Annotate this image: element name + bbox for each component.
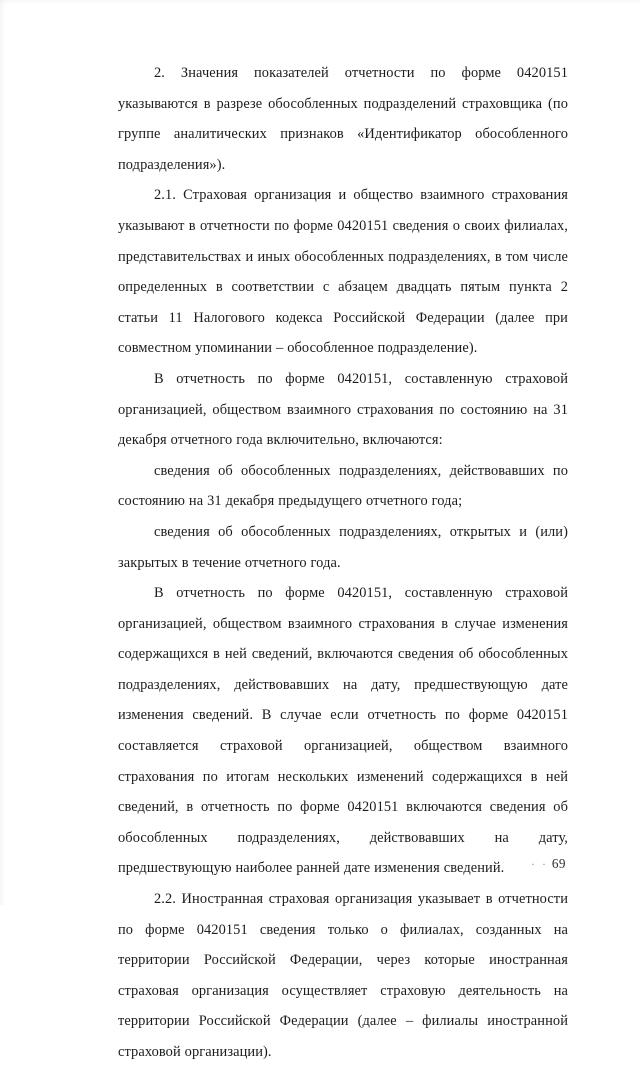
paragraph: 2.1. Страховая организация и общество взаимного страхования указывают в отчетности по форме 0420151 сведения о своих филиалах, представительствах и иных обособленных подразделениях, в том числе определенных в соответствии с абзацем двадцать пятым пункта 2 статьи 11 Налогового кодекса Российской Федерации (далее при совместном упоминании – обособленное подразделение). [118,187,568,357]
paragraph: В отчетность по форме 0420151, составленную страховой организацией, обществом взаимного страхования в случае изменения содержащихся в ней сведений, включаются сведения об обособленных подразделениях, действовавших на дату, предшествующую дате изменения сведений. В случае если отчетность по форме 0420151 составляется страховой организацией, обществом взаимного страхования по итогам нескольких изменений содержащихся в ней сведений, в отчетность по форме 0420151 включаются сведения об обособленных подразделениях, действовавших на дату, предшествующую наиболее ранней дате изменения сведений. [118,585,568,877]
paragraph: 2.2. Иностранная страховая организация указывает в отчетности по форме 0420151 сведения только о филиалах, созданных на территории Российской Федерации, через которые иностранная страховая организация осуществляет страховую деятельность на территории Российской Федерации (далее – филиалы иностранной страховой организации). [118,891,568,1060]
page-number [531,856,566,872]
paragraph: 2. Значения показателей отчетности по форме 0420151 указываются в разрезе обособленных подразделений страховщика (по группе аналитических признаков «Идентификатор обособленного подразделения»). [118,65,568,173]
paragraph: сведения об обособленных подразделениях, открытых и (или) закрытых в течение отчетного года. [118,523,568,571]
page-number-value: 69 [551,856,566,871]
page-number-dots: · · [531,857,549,871]
paragraph: В отчетность по форме 0420151, составленную страховой организацией, обществом взаимного страхования по состоянию на 31 декабря отчетного года включительно, включаются: [118,370,568,449]
document-body [118,58,568,1068]
paragraph: сведения об обособленных подразделениях, действовавших по состоянию на 31 декабря предыдущего отчетного года; [118,462,568,510]
